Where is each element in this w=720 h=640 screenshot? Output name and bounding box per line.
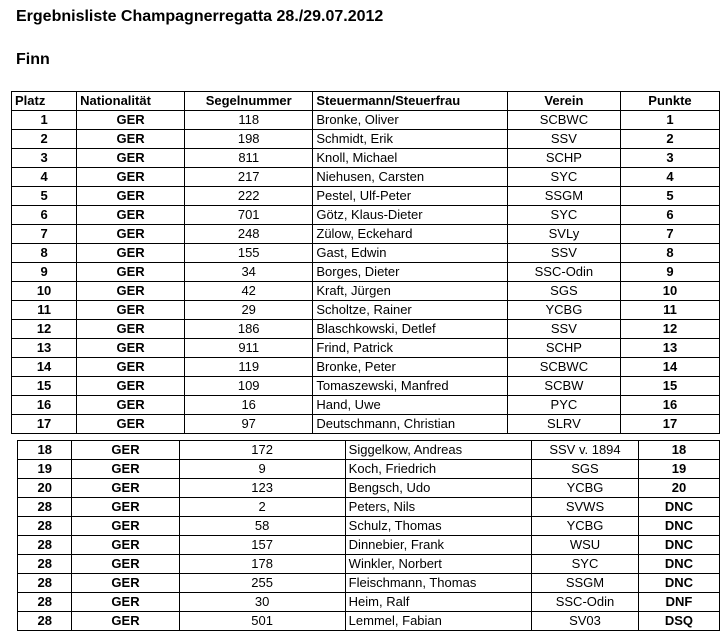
helmsman-cell: Koch, Friedrich — [345, 460, 531, 479]
nation-cell: GER — [77, 244, 185, 263]
helmsman-cell: Pestel, Ulf-Peter — [313, 187, 507, 206]
table-row — [12, 244, 720, 263]
points-cell: 11 — [620, 301, 719, 320]
points-cell: DNC — [638, 536, 719, 555]
platz-cell: 17 — [12, 415, 77, 434]
platz-cell: 28 — [18, 593, 72, 612]
platz-cell: 5 — [12, 187, 77, 206]
nation-cell: GER — [77, 415, 185, 434]
helmsman-cell: Schmidt, Erik — [313, 130, 507, 149]
club-cell: SSV — [507, 320, 620, 339]
points-cell: 5 — [620, 187, 719, 206]
club-cell: SCHP — [507, 339, 620, 358]
header-nationalitaet: Nationalität — [77, 92, 185, 111]
sail-number-cell: 9 — [179, 460, 345, 479]
nation-cell: GER — [77, 263, 185, 282]
table-row — [12, 339, 720, 358]
nation-cell: GER — [77, 377, 185, 396]
sail-number-cell: 155 — [185, 244, 313, 263]
sail-number-cell: 118 — [185, 111, 313, 130]
platz-cell: 6 — [12, 206, 77, 225]
helmsman-cell: Niehusen, Carsten — [313, 168, 507, 187]
table-row — [12, 320, 720, 339]
points-cell: 3 — [620, 149, 719, 168]
points-cell: DSQ — [638, 612, 719, 631]
club-cell: SVWS — [532, 498, 639, 517]
nation-cell: GER — [77, 130, 185, 149]
header-steuermann: Steuermann/Steuerfrau — [313, 92, 507, 111]
points-cell: 1 — [620, 111, 719, 130]
club-cell: SCHP — [507, 149, 620, 168]
table-row — [12, 263, 720, 282]
nation-cell: GER — [77, 149, 185, 168]
header-punkte: Punkte — [620, 92, 719, 111]
helmsman-cell: Bronke, Peter — [313, 358, 507, 377]
platz-cell: 13 — [12, 339, 77, 358]
sail-number-cell: 222 — [185, 187, 313, 206]
results-table-part-2 — [17, 440, 720, 631]
sail-number-cell: 109 — [185, 377, 313, 396]
club-cell: SYC — [532, 555, 639, 574]
club-cell: YCBG — [507, 301, 620, 320]
header-verein: Verein — [507, 92, 620, 111]
platz-cell: 28 — [18, 574, 72, 593]
points-cell: DNC — [638, 555, 719, 574]
sail-number-cell: 701 — [185, 206, 313, 225]
platz-cell: 4 — [12, 168, 77, 187]
points-cell: 16 — [620, 396, 719, 415]
club-cell: SSGM — [507, 187, 620, 206]
nation-cell: GER — [72, 593, 179, 612]
platz-cell: 12 — [12, 320, 77, 339]
nation-cell: GER — [77, 282, 185, 301]
points-cell: 19 — [638, 460, 719, 479]
header-segelnummer: Segelnummer — [185, 92, 313, 111]
table-row — [12, 301, 720, 320]
points-cell: 10 — [620, 282, 719, 301]
points-cell: 9 — [620, 263, 719, 282]
sail-number-cell: 178 — [179, 555, 345, 574]
platz-cell: 19 — [18, 460, 72, 479]
table-row — [12, 187, 720, 206]
nation-cell: GER — [77, 358, 185, 377]
table-row — [18, 555, 720, 574]
nation-cell: GER — [72, 574, 179, 593]
platz-cell: 16 — [12, 396, 77, 415]
nation-cell: GER — [77, 339, 185, 358]
club-cell: SV03 — [532, 612, 639, 631]
helmsman-cell: Dinnebier, Frank — [345, 536, 531, 555]
sail-number-cell: 172 — [179, 441, 345, 460]
points-cell: 17 — [620, 415, 719, 434]
nation-cell: GER — [72, 498, 179, 517]
nation-cell: GER — [77, 396, 185, 415]
points-cell: DNF — [638, 593, 719, 612]
sail-number-cell: 186 — [185, 320, 313, 339]
table-row — [12, 111, 720, 130]
helmsman-cell: Gast, Edwin — [313, 244, 507, 263]
club-cell: SCBWC — [507, 111, 620, 130]
table-row — [18, 536, 720, 555]
nation-cell: GER — [72, 517, 179, 536]
helmsman-cell: Heim, Ralf — [345, 593, 531, 612]
helmsman-cell: Zülow, Eckehard — [313, 225, 507, 244]
sail-number-cell: 42 — [185, 282, 313, 301]
club-cell: SYC — [507, 206, 620, 225]
platz-cell: 8 — [12, 244, 77, 263]
club-cell: SVLy — [507, 225, 620, 244]
table-row — [12, 149, 720, 168]
nation-cell: GER — [77, 187, 185, 206]
points-cell: 18 — [638, 441, 719, 460]
table-row — [18, 517, 720, 536]
sail-number-cell: 911 — [185, 339, 313, 358]
nation-cell: GER — [77, 301, 185, 320]
boat-class-heading: Finn — [16, 51, 50, 68]
sail-number-cell: 34 — [185, 263, 313, 282]
sail-number-cell: 2 — [179, 498, 345, 517]
table-row — [18, 441, 720, 460]
helmsman-cell: Kraft, Jürgen — [313, 282, 507, 301]
sail-number-cell: 811 — [185, 149, 313, 168]
helmsman-cell: Bengsch, Udo — [345, 479, 531, 498]
table-row — [18, 612, 720, 631]
sail-number-cell: 198 — [185, 130, 313, 149]
sail-number-cell: 16 — [185, 396, 313, 415]
helmsman-cell: Blaschkowski, Detlef — [313, 320, 507, 339]
nation-cell: GER — [72, 536, 179, 555]
table-row — [12, 415, 720, 434]
table-row — [12, 282, 720, 301]
sail-number-cell: 58 — [179, 517, 345, 536]
table-row — [18, 574, 720, 593]
points-cell: 6 — [620, 206, 719, 225]
platz-cell: 2 — [12, 130, 77, 149]
sail-number-cell: 29 — [185, 301, 313, 320]
table-row — [12, 377, 720, 396]
helmsman-cell: Frind, Patrick — [313, 339, 507, 358]
sail-number-cell: 30 — [179, 593, 345, 612]
club-cell: YCBG — [532, 479, 639, 498]
nation-cell: GER — [77, 168, 185, 187]
points-cell: 20 — [638, 479, 719, 498]
club-cell: SCBWC — [507, 358, 620, 377]
helmsman-cell: Winkler, Norbert — [345, 555, 531, 574]
platz-cell: 28 — [18, 536, 72, 555]
platz-cell: 15 — [12, 377, 77, 396]
points-cell: 2 — [620, 130, 719, 149]
nation-cell: GER — [77, 320, 185, 339]
nation-cell: GER — [77, 206, 185, 225]
sail-number-cell: 217 — [185, 168, 313, 187]
helmsman-cell: Peters, Nils — [345, 498, 531, 517]
helmsman-cell: Hand, Uwe — [313, 396, 507, 415]
club-cell: WSU — [532, 536, 639, 555]
helmsman-cell: Götz, Klaus-Dieter — [313, 206, 507, 225]
club-cell: PYC — [507, 396, 620, 415]
platz-cell: 3 — [12, 149, 77, 168]
sail-number-cell: 255 — [179, 574, 345, 593]
table-row — [12, 358, 720, 377]
table-row — [18, 479, 720, 498]
sail-number-cell: 123 — [179, 479, 345, 498]
club-cell: SSV — [507, 244, 620, 263]
nation-cell: GER — [77, 111, 185, 130]
platz-cell: 28 — [18, 517, 72, 536]
platz-cell: 1 — [12, 111, 77, 130]
table-row — [12, 396, 720, 415]
platz-cell: 11 — [12, 301, 77, 320]
club-cell: SCBW — [507, 377, 620, 396]
table-row — [18, 460, 720, 479]
club-cell: SGS — [507, 282, 620, 301]
table-row — [12, 168, 720, 187]
club-cell: SSV — [507, 130, 620, 149]
platz-cell: 20 — [18, 479, 72, 498]
platz-cell: 18 — [18, 441, 72, 460]
nation-cell: GER — [72, 479, 179, 498]
helmsman-cell: Deutschmann, Christian — [313, 415, 507, 434]
results-table-part-1 — [11, 91, 720, 434]
points-cell: 12 — [620, 320, 719, 339]
table-row — [12, 130, 720, 149]
header-platz: Platz — [12, 92, 77, 111]
platz-cell: 28 — [18, 555, 72, 574]
helmsman-cell: Fleischmann, Thomas — [345, 574, 531, 593]
table-row — [18, 498, 720, 517]
sail-number-cell: 157 — [179, 536, 345, 555]
nation-cell: GER — [72, 555, 179, 574]
table-row — [12, 225, 720, 244]
sail-number-cell: 501 — [179, 612, 345, 631]
points-cell: 7 — [620, 225, 719, 244]
club-cell: SSC-Odin — [507, 263, 620, 282]
points-cell: 4 — [620, 168, 719, 187]
table-row — [18, 593, 720, 612]
platz-cell: 28 — [18, 498, 72, 517]
helmsman-cell: Knoll, Michael — [313, 149, 507, 168]
header-row — [12, 92, 720, 111]
nation-cell: GER — [72, 460, 179, 479]
points-cell: 15 — [620, 377, 719, 396]
platz-cell: 28 — [18, 612, 72, 631]
sail-number-cell: 97 — [185, 415, 313, 434]
club-cell: SSV v. 1894 — [532, 441, 639, 460]
club-cell: SGS — [532, 460, 639, 479]
helmsman-cell: Schulz, Thomas — [345, 517, 531, 536]
helmsman-cell: Borges, Dieter — [313, 263, 507, 282]
points-cell: DNC — [638, 498, 719, 517]
points-cell: DNC — [638, 517, 719, 536]
helmsman-cell: Lemmel, Fabian — [345, 612, 531, 631]
points-cell: 14 — [620, 358, 719, 377]
club-cell: YCBG — [532, 517, 639, 536]
helmsman-cell: Scholtze, Rainer — [313, 301, 507, 320]
platz-cell: 14 — [12, 358, 77, 377]
points-cell: 8 — [620, 244, 719, 263]
helmsman-cell: Siggelkow, Andreas — [345, 441, 531, 460]
club-cell: SYC — [507, 168, 620, 187]
page-title: Ergebnisliste Champagnerregatta 28./29.07.2012 — [16, 8, 384, 25]
sail-number-cell: 248 — [185, 225, 313, 244]
club-cell: SSC-Odin — [532, 593, 639, 612]
club-cell: SLRV — [507, 415, 620, 434]
nation-cell: GER — [77, 225, 185, 244]
platz-cell: 7 — [12, 225, 77, 244]
nation-cell: GER — [72, 441, 179, 460]
table-row — [12, 206, 720, 225]
helmsman-cell: Tomaszewski, Manfred — [313, 377, 507, 396]
helmsman-cell: Bronke, Oliver — [313, 111, 507, 130]
points-cell: DNC — [638, 574, 719, 593]
nation-cell: GER — [72, 612, 179, 631]
platz-cell: 10 — [12, 282, 77, 301]
club-cell: SSGM — [532, 574, 639, 593]
platz-cell: 9 — [12, 263, 77, 282]
points-cell: 13 — [620, 339, 719, 358]
sail-number-cell: 119 — [185, 358, 313, 377]
